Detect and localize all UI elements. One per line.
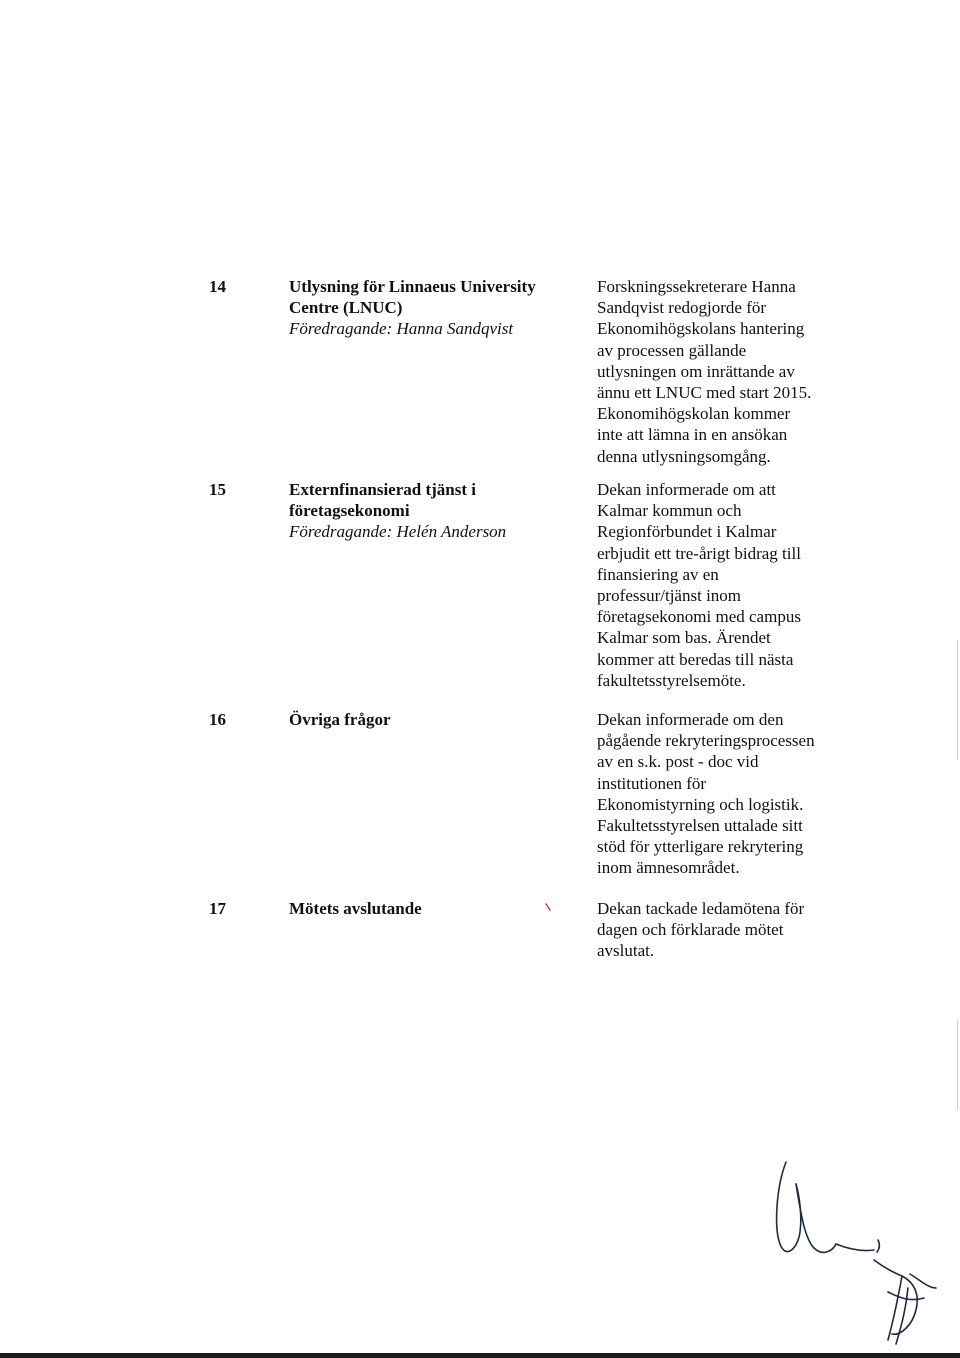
item-number: 14 [209,277,226,296]
item-heading [289,709,574,730]
item-decision: Dekan informerade om att Kalmar kommun och Regionförbundet i Kalmar erbjudit ett tre-årigt bidrag till finansiering av en professur/tjänst inom företagsekonomi med campus Kalmar som bas. Ärendet kommer att beredas till nästa fakultetsstyrelsemöte. [597,480,801,690]
item-presenter: Föredragande: Helén Anderson [289,522,507,541]
item-number: 15 [209,480,226,499]
item-decision: Forskningssekreterare Hanna Sandqvist redogjorde för Ekonomihögskolans hantering av processen gällande utlysningen om inrättande av ännu ett LNUC med start 2015. Ekonomihögskolan kommer inte att lämna in en ansökan denna utlysningsomgång. [597,277,812,466]
item-decision: Dekan tackade ledamötena för dagen och förklarade mötet avslutat. [597,899,805,961]
item-heading [289,898,574,919]
item-heading [289,479,574,542]
item-title: Övriga frågor [289,710,391,729]
item-title: Mötets avslutande [289,899,422,918]
item-number: 16 [209,710,226,729]
item-presenter: Föredragande: Hanna Sandqvist [289,319,514,338]
scan-edge-line [957,1020,958,1110]
signature-initials [770,1148,940,1348]
item-number: 17 [209,899,226,918]
item-title: Externfinansierad tjänst i företagsekonomi [289,480,476,520]
item-title: Utlysning för Linnaeus University Centre (LNUC) [289,277,536,317]
item-heading [289,276,574,339]
item-decision: Dekan informerade om den pågående rekryteringsprocessen av en s.k. post - doc vid institutionen för Ekonomistyrning och logistik. Fakultetsstyrelsen uttalade sitt stöd för ytterligare rekrytering inom ämnesområdet. [597,710,815,878]
pen-tick-mark [545,903,551,911]
scan-edge-line [957,640,958,760]
scan-bottom-edge [0,1353,960,1358]
